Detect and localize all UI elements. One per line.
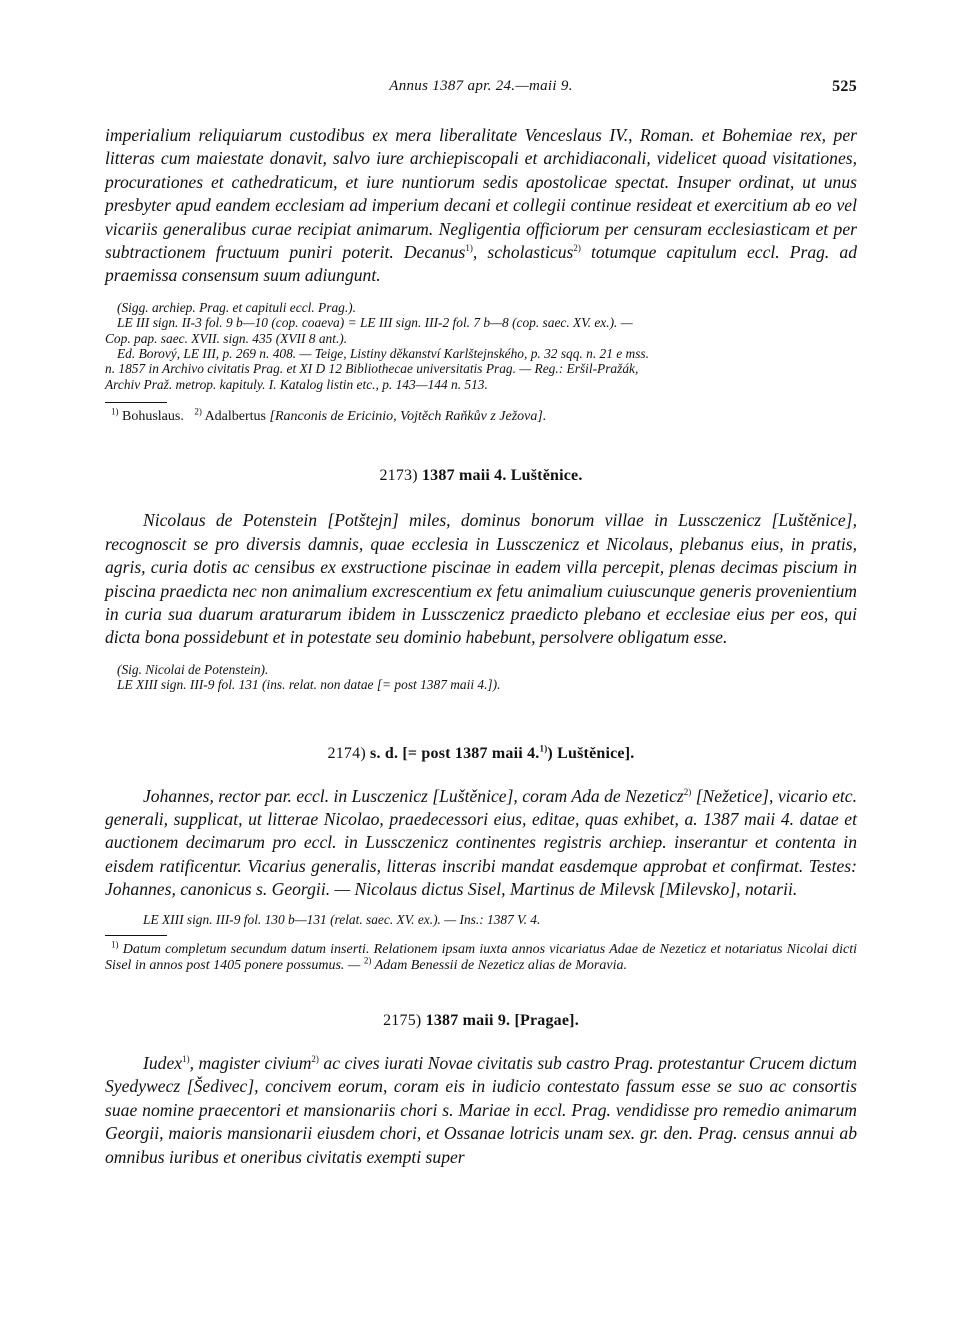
footnote-mark[interactable]: 1) <box>465 243 473 254</box>
apparatus-line: (Sigg. archiep. Prag. et capituli eccl. Prag.). <box>117 299 356 315</box>
apparatus-line: Ed. Borový, LE III, p. 269 n. 408. — Teige, Listiny děkanství Karlštejnského, p. 32 sqq. n. 21 e mss. <box>117 346 649 362</box>
document-page <box>105 78 857 1169</box>
footnote-rule <box>105 402 167 403</box>
apparatus-line: LE XIII sign. III-9 fol. 130 b—131 (relat. saec. XV. ex.). — Ins.: 1387 V. 4. <box>143 911 541 927</box>
footnote-mark[interactable]: 2) <box>573 243 581 254</box>
running-head <box>105 78 857 104</box>
footnote-2174: $^{1)}$ Datum completum secundum datum inserti. Relationem ipsam iuxta annos vicariatus Adae de Nezeticz et notariatus Nicolai dicti Sisel in annos post 1405 ponere possumus. — $^{2)}$ Adam Benessii de Nezeticz alias de Moravia. <box>105 939 857 973</box>
footnote-mark[interactable]: 2) <box>311 1054 319 1065</box>
footnote-rule <box>105 935 167 936</box>
running-title: Annus 1387 apr. 24.—maii 9. <box>389 78 573 94</box>
apparatus-line: (Sig. Nicolai de Potenstein). <box>117 661 269 677</box>
document-heading-2175: 2175) 1387 maii 9. [Pragae]. <box>383 1011 579 1029</box>
apparatus-line: LE III sign. II-3 fol. 9 b—10 (cop. coaeva) = LE III sign. III-2 fol. 7 b—8 (cop. saec. XV. ex.). — <box>117 315 633 331</box>
page-number: 525 <box>832 78 857 95</box>
apparatus-line: Archiv Praž. metrop. kapituly. I. Katalog listin etc., p. 143—144 n. 513. <box>105 376 488 392</box>
continuation-text: imperialium reliquiarum custodibus ex mera liberalitate Venceslaus IV., Roman. et Bohemiae rex, per litteras cum maiestate donavit, salvo iure archiepiscopali et archidiaconali, videlicet quoad visitationes, procurationes et cathedraticum, et iure nuntiorum sedis apostolicae spectat. Insuper ordinat, ut unus presbyter apud eandem ecclesiam ad imperium decani et collegii continue resideat et exercitium ab eo vel vicariis generalibus curae recipiat animarum. Negligentia officiorum per censuram ecclesiasticam et per subtractionem fructuum puniri poterit. Decanus$^{1)}$, scholasticus$^{2)}$ totumque capitulum eccl. Prag. ad praemissa consensum suum adiungunt. <box>105 125 857 286</box>
apparatus-line: Cop. pap. saec. XVII. sign. 435 (XVII 8 ant.). <box>105 330 348 346</box>
document-text-2174: Johannes, rector par. eccl. in Lusczenicz [Luštěnice], coram Ada de Nezeticz$^{2)}$ [Nežetice], vicario etc. generali, supplicat, ut litterae Nicolao, praedecessori eius, editae, quas exhibet, a. 1387 maii 4. datae et auctionem decimarum pro eccl. in Lussczenicz continentes registris archiep. inserantur et contenta in eisdem ratificentur. Vicarius generalis, litteras inscribi mandat easdemque approbat et confirmat. Testes: Johannes, canonicus s. Georgii. — Nicolaus dictus Sisel, Martinus de Milevsk [Milevsko], notarii. <box>105 785 858 900</box>
document-text-2175: Iudex$^{1)}$, magister civium$^{2)}$ ac cives iurati Novae civitatis sub castro Prag. protestantur Crucem dictum Syedywecz [Šedivec], concivem eorum, coram eis in iudicio contestato fassum esse se suo ac consortis suae nomine praecentori et mansionariis chori s. Mariae in eccl. Prag. vendidisse pro remedio animarum Georgii, maioris mansionarii eiusdem chori, et Ossanae lotricis unam sex. gr. den. Prag. census annui ab omnibus iuribus et oneribus civitatis exempti super <box>105 1052 858 1167</box>
apparatus-2173 <box>105 662 857 693</box>
apparatus-line: LE XIII sign. III-9 fol. 131 (ins. relat. non datae [= post 1387 maii 4.]). <box>117 677 501 693</box>
document-text-2173: Nicolaus de Potenstein [Potštejn] miles, dominus bonorum villae in Lussczenicz [Luštěnice], recognoscit se pro diversis damnis, quae ecclesia in Lussczenicz et Nicolaus, plebanus eius, in pratis, agris, curia dotis ac censibus ex exstructione piscinae in eadem villa percepit, plenas decimas piscium in piscina praedicta nec non animalium excrescentium ex fetu animalium cuiuscunque generis provenientium in curia sua duarum araturarum ibidem in Lussczenicz praedicto plebano et ecclesiae eius per eos, qui dicta bona possidebunt et in potestate seu dominio habebunt, persolvere obligatum esse. <box>105 510 857 648</box>
continuation-apparatus <box>105 300 857 392</box>
document-heading-2174: 2174) s. d. [= post 1387 maii 4.$^{1)}$) Luštěnice]. <box>327 743 635 762</box>
continuation-footnote: $^{1)}$ Bohuslaus. $^{2)}$ Adalbertus [Ranconis de Ericinio, Vojtěch Raňkův z Ježova]. <box>111 406 547 425</box>
apparatus-2174 <box>105 912 857 927</box>
document-heading-2173: 2173) 1387 maii 4. Luštěnice. <box>379 467 583 485</box>
footnote-mark[interactable]: 1) <box>182 1054 190 1065</box>
footnote-mark[interactable]: 2) <box>683 786 692 797</box>
apparatus-line: n. 1857 in Archivo civitatis Prag. et XI D 12 Bibliothecae universitatis Prag. — Reg.: Eršil-Pražák, <box>105 361 639 377</box>
